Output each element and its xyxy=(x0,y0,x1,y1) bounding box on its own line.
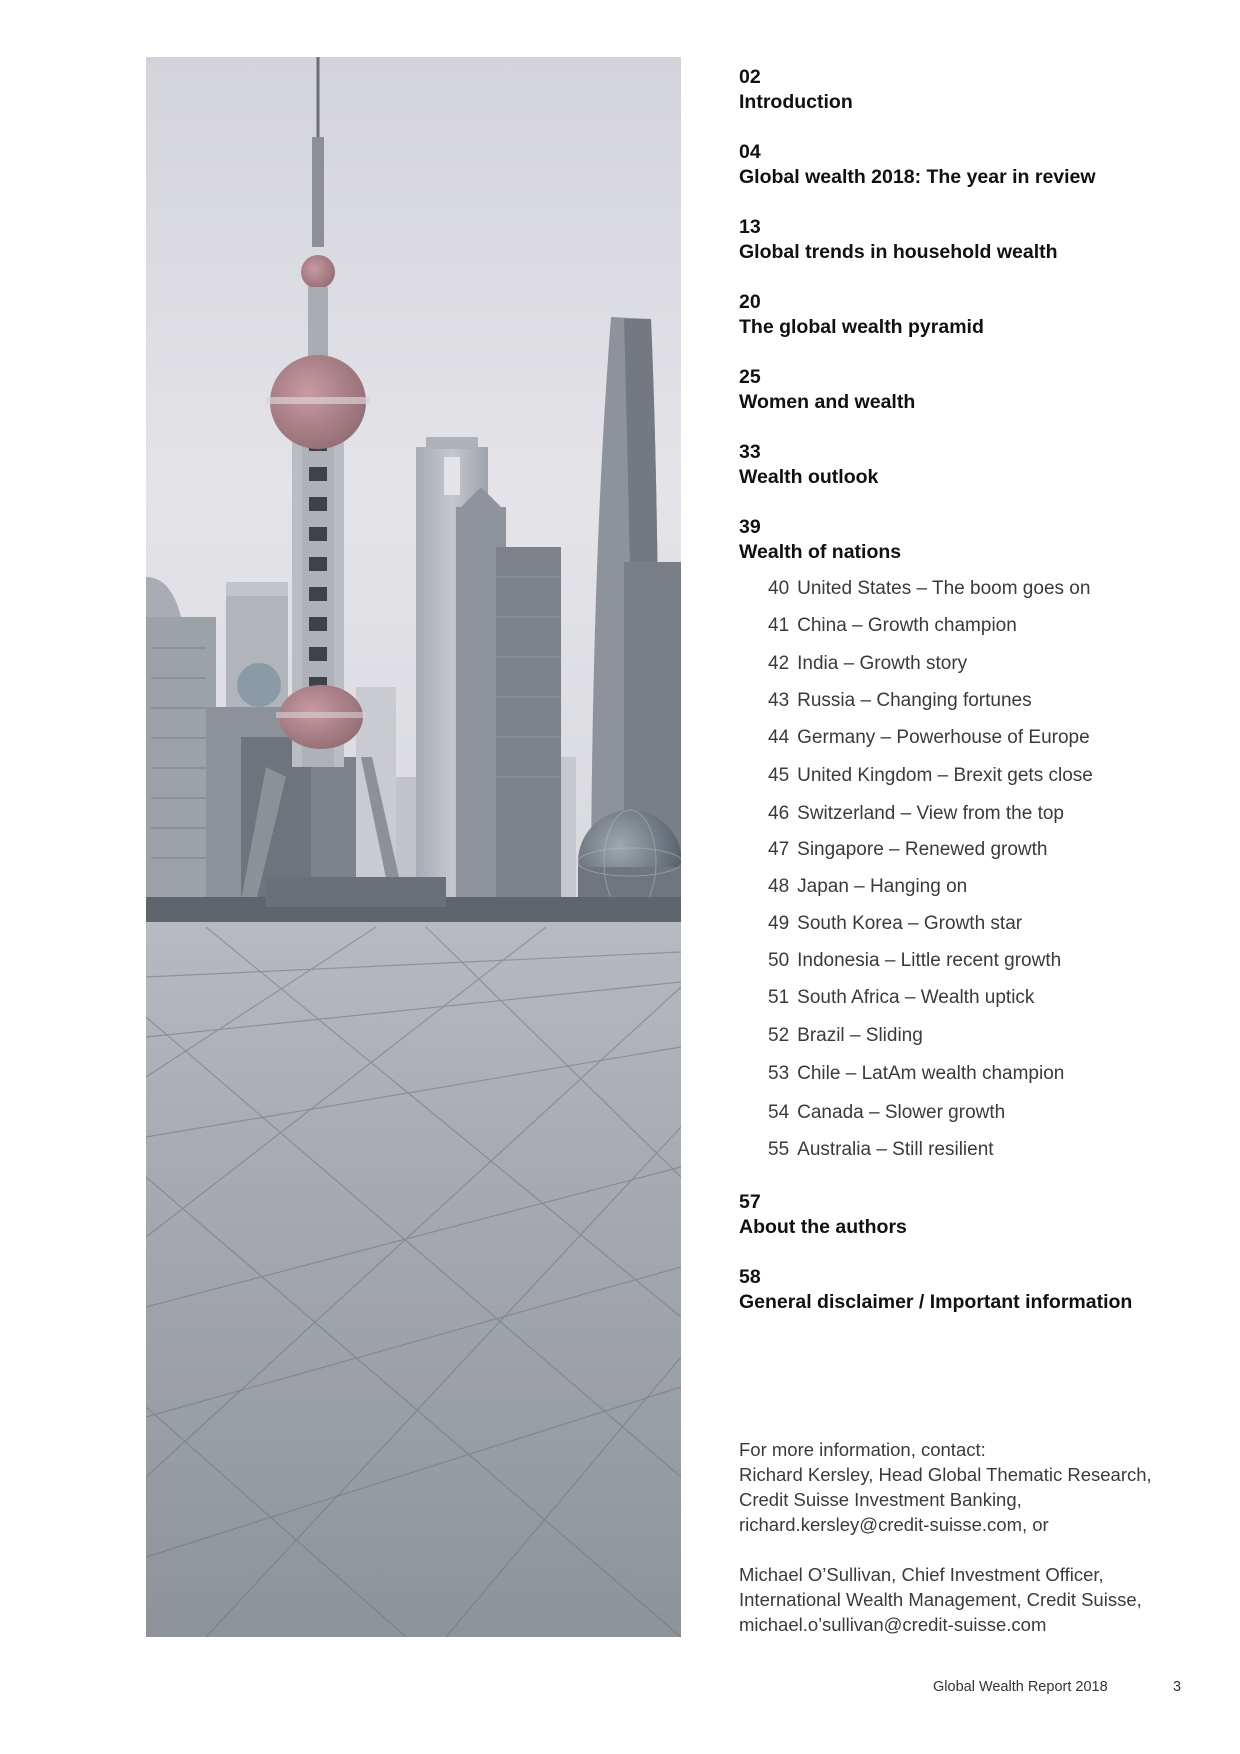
contact-line: Michael O’Sullivan, Chief Investment Officer, xyxy=(739,1564,1104,1585)
toc-subsection[interactable] xyxy=(768,949,1061,973)
toc-subsection-title: Switzerland – View from the top xyxy=(797,803,1064,824)
toc-subsection[interactable] xyxy=(768,726,1090,750)
toc-section-title: Women and wealth xyxy=(739,391,916,413)
toc-subsection-title: Canada – Slower growth xyxy=(797,1102,1006,1123)
toc-subsection-title: Germany – Powerhouse of Europe xyxy=(797,727,1090,748)
toc-section-number: 58 xyxy=(739,1266,761,1288)
toc-subsection[interactable] xyxy=(768,577,1090,601)
toc-subsection[interactable] xyxy=(768,802,1064,826)
toc-section-title: Wealth of nations xyxy=(739,541,902,563)
toc-subsection[interactable] xyxy=(768,912,1022,936)
toc-section-title: Wealth outlook xyxy=(739,466,879,488)
toc-subsection-title: Australia – Still resilient xyxy=(797,1139,994,1160)
toc-section[interactable] xyxy=(739,440,878,490)
toc-section[interactable] xyxy=(739,290,984,340)
toc-section[interactable] xyxy=(739,365,915,415)
toc-subsection-number: 53 xyxy=(768,1063,790,1084)
toc-section-number: 04 xyxy=(739,141,761,163)
toc-subsection[interactable] xyxy=(768,614,1017,638)
toc-subsection-number: 45 xyxy=(768,765,790,786)
toc-section[interactable] xyxy=(739,1265,1132,1315)
toc-subsection-title: United States – The boom goes on xyxy=(797,578,1091,599)
toc-subsection[interactable] xyxy=(768,1101,1005,1125)
toc-subsection[interactable] xyxy=(768,875,967,899)
footer-report-title: Global Wealth Report 2018 xyxy=(933,1679,1108,1695)
toc-subsection[interactable] xyxy=(768,986,1034,1010)
toc-subsection-title: Russia – Changing fortunes xyxy=(797,690,1032,711)
toc-subsection-number: 41 xyxy=(768,615,790,636)
toc-subsection-title: China – Growth champion xyxy=(797,615,1017,636)
toc-section-wealth-of-nations[interactable] xyxy=(739,515,901,565)
toc-subsection-number: 50 xyxy=(768,950,790,971)
footer-page-number: 3 xyxy=(1173,1679,1182,1695)
toc-subsection-number: 42 xyxy=(768,653,790,674)
toc-subsection-number: 40 xyxy=(768,578,790,599)
toc-subsection-number: 47 xyxy=(768,839,790,860)
toc-section-title: Introduction xyxy=(739,91,853,113)
contact-info xyxy=(739,1437,1179,1637)
toc-section[interactable] xyxy=(739,215,1058,265)
toc-subsection[interactable] xyxy=(768,689,1032,713)
toc-subsection[interactable] xyxy=(768,764,1093,788)
toc-subsection-number: 55 xyxy=(768,1139,790,1160)
toc-subsection-number: 52 xyxy=(768,1025,790,1046)
toc-subsection[interactable] xyxy=(768,1024,923,1048)
contact-line: Richard Kersley, Head Global Thematic Research, xyxy=(739,1464,1152,1485)
toc-subsection-title: United Kingdom – Brexit gets close xyxy=(797,765,1093,786)
toc-subsection-title: Chile – LatAm wealth champion xyxy=(797,1063,1065,1084)
toc-subsection-number: 51 xyxy=(768,987,790,1008)
toc-section-number: 25 xyxy=(739,366,761,388)
toc-subsection[interactable] xyxy=(768,652,967,676)
toc-section[interactable] xyxy=(739,65,853,115)
toc-section-number: 13 xyxy=(739,216,761,238)
toc-subsection-title: Indonesia – Little recent growth xyxy=(797,950,1062,971)
cover-photo-shanghai-skyline xyxy=(146,57,681,1637)
toc-section-number: 02 xyxy=(739,66,761,88)
toc-subsection[interactable] xyxy=(768,1062,1064,1086)
toc-subsection-number: 54 xyxy=(768,1102,790,1123)
toc-section[interactable] xyxy=(739,1190,907,1240)
toc-section-title: Global wealth 2018: The year in review xyxy=(739,166,1096,188)
toc-subsection-title: Japan – Hanging on xyxy=(797,876,968,897)
toc-section-number: 39 xyxy=(739,516,761,538)
toc-subsection-number: 43 xyxy=(768,690,790,711)
toc-subsection-number: 46 xyxy=(768,803,790,824)
toc-section-number: 20 xyxy=(739,291,761,313)
toc-subsection-number: 49 xyxy=(768,913,790,934)
toc-section-number: 33 xyxy=(739,441,761,463)
contact-email-link[interactable]: michael.o’sullivan@credit-suisse.com xyxy=(739,1614,1047,1635)
contact-line: For more information, contact: xyxy=(739,1439,986,1460)
toc-subsection-title: South Korea – Growth star xyxy=(797,913,1023,934)
toc-section-title: About the authors xyxy=(739,1216,907,1238)
toc-subsection-number: 48 xyxy=(768,876,790,897)
skyline-illustration xyxy=(146,57,681,1637)
toc-subsection-number: 44 xyxy=(768,727,790,748)
toc-section-title: Global trends in household wealth xyxy=(739,241,1058,263)
toc-subsection-title: Singapore – Renewed growth xyxy=(797,839,1048,860)
toc-subsection[interactable] xyxy=(768,1138,994,1162)
toc-subsection-title: South Africa – Wealth uptick xyxy=(797,987,1035,1008)
contact-line: Credit Suisse Investment Banking, xyxy=(739,1489,1022,1510)
toc-subsection[interactable] xyxy=(768,838,1047,862)
contact-email-link[interactable]: richard.kersley@credit-suisse.com, or xyxy=(739,1514,1049,1535)
toc-section-title: General disclaimer / Important information xyxy=(739,1291,1133,1313)
toc-section-number: 57 xyxy=(739,1191,761,1213)
toc-subsection-title: India – Growth story xyxy=(797,653,968,674)
toc-section-title: The global wealth pyramid xyxy=(739,316,984,338)
toc-subsection-title: Brazil – Sliding xyxy=(797,1025,923,1046)
toc-section[interactable] xyxy=(739,140,1096,190)
contact-line: International Wealth Management, Credit Suisse, xyxy=(739,1589,1142,1610)
